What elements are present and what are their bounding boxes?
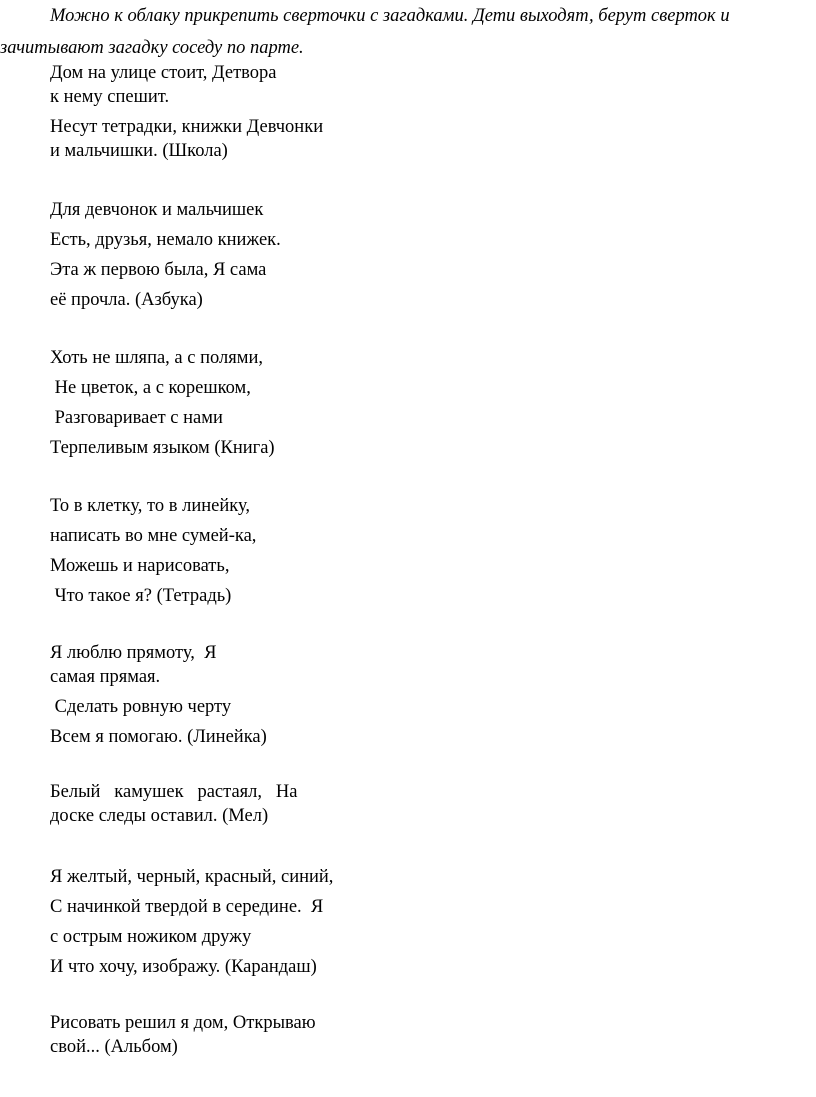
- riddle-line: Терпеливым языком (Книга): [50, 438, 275, 458]
- intro-line: Можно к облаку прикрепить сверточки с загадками. Дети выходят, берут сверток и: [50, 6, 730, 26]
- riddle-line: Для девчонок и мальчишек: [50, 200, 264, 220]
- riddle-line: Сделать ровную черту: [50, 697, 232, 717]
- riddle-line: Есть, друзья, немало книжек.: [50, 230, 281, 250]
- riddle-line: Всем я помогаю. (Линейка): [50, 727, 267, 747]
- riddle-line: самая прямая.: [50, 667, 161, 687]
- riddle-line: к нему спешит.: [50, 87, 170, 107]
- riddle-line: Несут тетрадки, книжки Девчонки: [50, 117, 324, 137]
- riddle-line: её прочла. (Азбука): [50, 290, 203, 310]
- riddle-line: и мальчишки. (Школа): [50, 141, 228, 161]
- riddle-line: Хоть не шляпа, а с полями,: [50, 348, 263, 368]
- riddle-line: Дом на улице стоит, Детвора: [50, 63, 277, 83]
- riddle-line: доске следы оставил. (Мел): [50, 806, 269, 826]
- riddle-line: С начинкой твердой в середине. Я: [50, 897, 324, 917]
- riddle-line: Что такое я? (Тетрадь): [50, 586, 232, 606]
- intro-line: зачитывают загадку соседу по парте.: [0, 38, 304, 58]
- riddle-line: с острым ножиком дружу: [50, 927, 252, 947]
- riddle-line: Разговаривает с нами: [50, 408, 223, 428]
- riddle-line: Не цветок, а с корешком,: [50, 378, 251, 398]
- intro-paragraph: [0, 0, 816, 64]
- riddle-line: Я люблю прямоту, Я: [50, 643, 217, 663]
- riddle-line: То в клетку, то в линейку,: [50, 496, 251, 516]
- riddle-line: Белый камушек растаял, На: [50, 782, 298, 802]
- riddle-line: И что хочу, изображу. (Карандаш): [50, 957, 317, 977]
- riddle-line: Эта ж первою была, Я сама: [50, 260, 267, 280]
- riddle-line: Можешь и нарисовать,: [50, 556, 230, 576]
- riddle-line: Рисовать решил я дом, Открываю: [50, 1013, 316, 1033]
- riddle-line: свой... (Альбом): [50, 1037, 178, 1057]
- riddle-line: написать во мне сумей-ка,: [50, 526, 257, 546]
- riddle-line: Я желтый, черный, красный, синий,: [50, 867, 334, 887]
